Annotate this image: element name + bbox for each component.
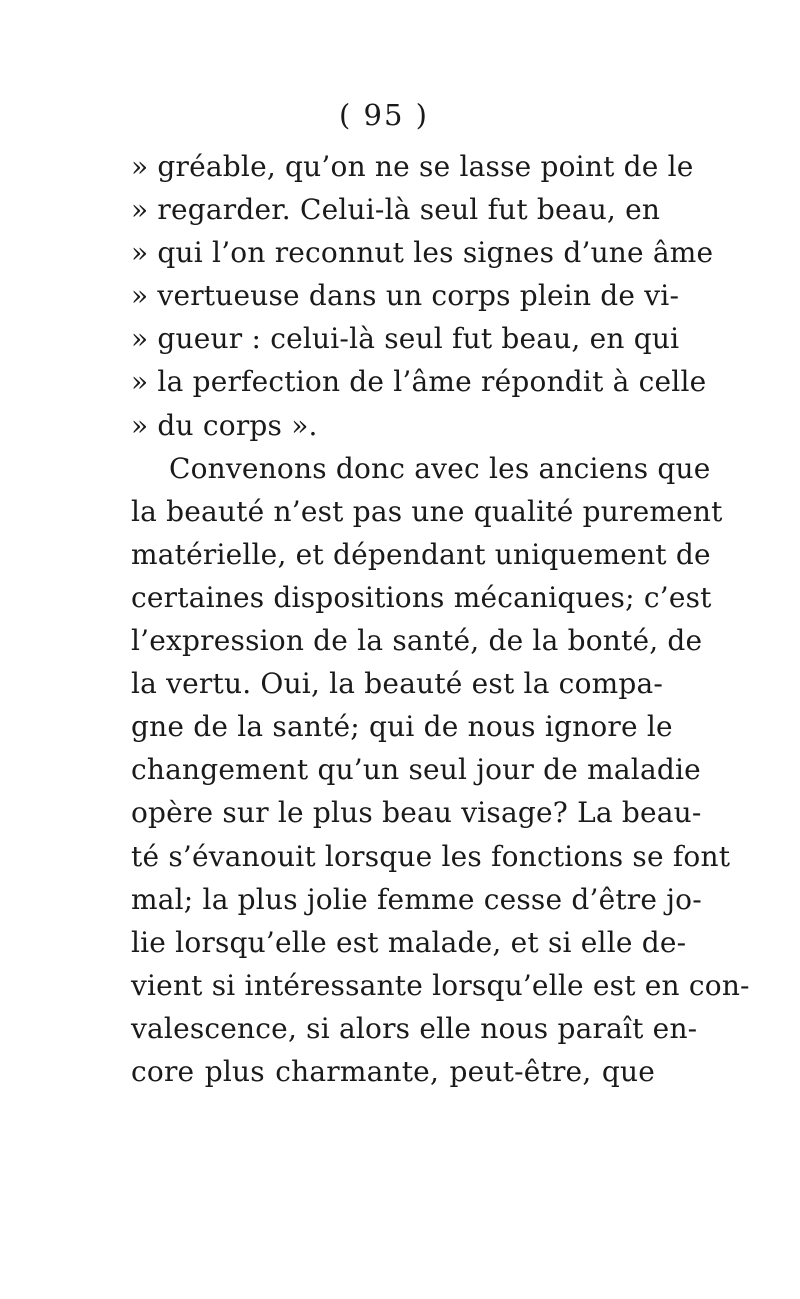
text-line: » gréable, qu’on ne se lasse point de le — [131, 150, 694, 183]
text-line: Convenons donc avec les anciens que — [169, 451, 711, 485]
text-line: » vertueuse dans un corps plein de vi- — [131, 279, 680, 313]
page-number: ( 95 ) — [339, 98, 429, 132]
text-line: » la perfection de l’âme répondit à celle — [131, 365, 707, 399]
text-line: » du corps ». — [131, 408, 318, 442]
text-line: té s’évanouit lorsque les fonctions se font — [131, 839, 731, 873]
text-line: mal; la plus jolie femme cesse d’être jo- — [131, 882, 702, 916]
text-line: certaines dispositions mécaniques; c’est — [131, 580, 712, 614]
text-line: gne de la santé; qui de nous ignore le — [131, 710, 673, 744]
text-line: opère sur le plus beau visage? La beau- — [131, 796, 702, 830]
text-line: changement qu’un seul jour de maladie — [131, 753, 701, 787]
body-text — [131, 145, 750, 1093]
text-line: » regarder. Celui-là seul fut beau, en — [131, 193, 661, 227]
text-line: l’expression de la santé, de la bonté, de — [131, 624, 703, 658]
text-line: » gueur : celui-là seul fut beau, en qui — [131, 322, 680, 356]
text-line: la vertu. Oui, la beauté est la compa- — [131, 667, 664, 701]
text-line: lie lorsqu’elle est malade, et si elle de- — [131, 925, 687, 959]
text-line: matérielle, et dépendant uniquement de — [131, 537, 711, 571]
text-line: core plus charmante, peut-être, que — [131, 1054, 655, 1088]
text-line: » qui l’on reconnut les signes d’une âme — [131, 236, 714, 270]
text-line: valescence, si alors elle nous paraît en- — [131, 1011, 698, 1045]
text-line: vient si intéressante lorsqu’elle est en con- — [131, 968, 750, 1002]
text-line: la beauté n’est pas une qualité purement — [131, 494, 723, 528]
